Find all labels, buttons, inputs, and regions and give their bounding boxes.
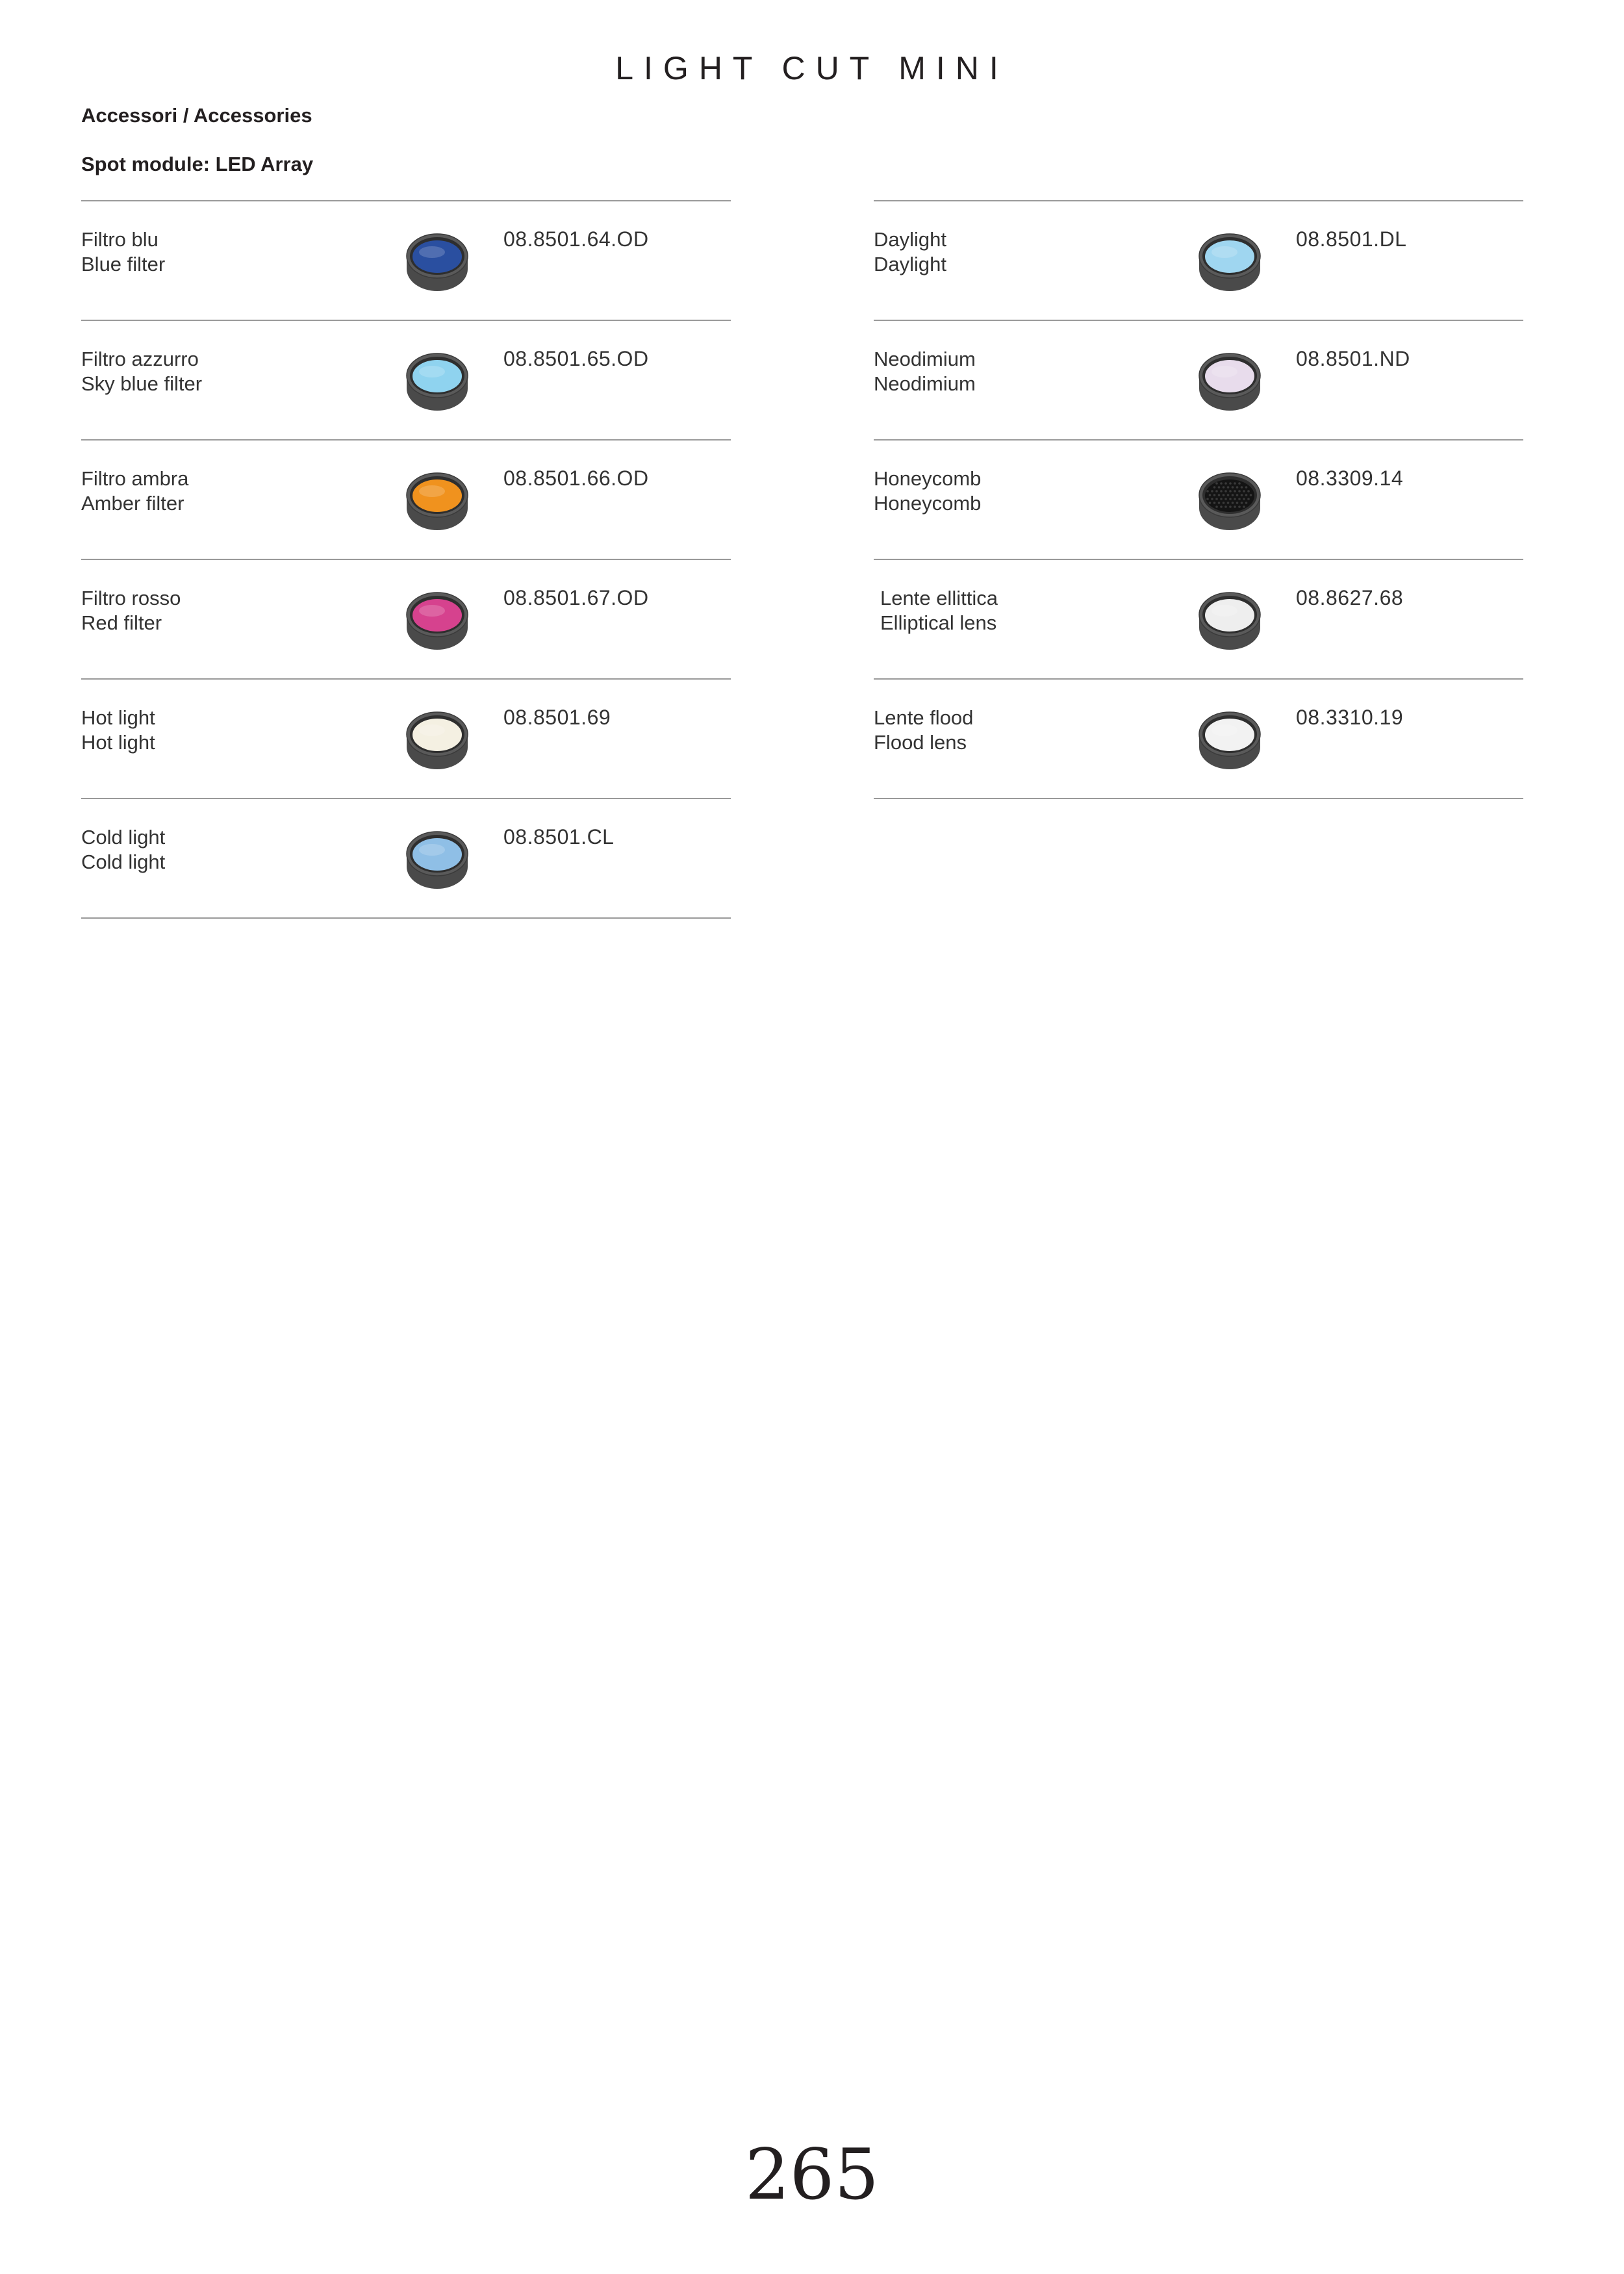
accessory-names	[81, 706, 155, 755]
accessory-name-en: Elliptical lens	[880, 611, 997, 634]
honeycomb-icon	[1197, 472, 1262, 531]
accessory-name-it: Honeycomb	[874, 467, 982, 490]
accessory-row	[81, 441, 731, 560]
accessory-names	[874, 347, 976, 396]
flood-lens-icon	[1197, 711, 1262, 771]
accessory-names	[81, 586, 181, 635]
page-number: 265	[744, 2134, 880, 2216]
accessory-name-it: Filtro ambra	[81, 467, 189, 490]
accessory-row	[81, 680, 731, 799]
accessory-name-it: Daylight	[874, 228, 946, 251]
accessory-code: 08.8501.CL	[503, 825, 615, 849]
hot-light-filter-icon	[405, 711, 470, 771]
accessory-row	[81, 321, 731, 441]
neodimium-filter-icon	[1197, 352, 1262, 412]
accessory-name-en: Daylight	[874, 253, 946, 275]
elliptical-lens-icon	[1197, 591, 1262, 651]
module-heading: Spot module: LED Array	[81, 153, 314, 175]
accessory-row	[81, 799, 731, 919]
accessory-name-it: Filtro rosso	[81, 587, 181, 609]
accessory-code: 08.8501.66.OD	[503, 466, 649, 490]
left-accessory-list	[81, 200, 731, 919]
amber-filter-icon	[405, 472, 470, 531]
accessory-names	[874, 227, 946, 277]
daylight-filter-icon	[1197, 233, 1262, 292]
accessory-code: 08.8501.ND	[1296, 347, 1410, 370]
accessory-name-en: Honeycomb	[874, 492, 982, 515]
accessory-code: 08.3309.14	[1296, 466, 1404, 490]
accessory-name-it: Neodimium	[874, 348, 976, 370]
accessory-name-en: Red filter	[81, 611, 162, 634]
accessory-name-it: Hot light	[81, 706, 155, 729]
accessory-name-it: Filtro azzurro	[81, 348, 199, 370]
accessory-row	[81, 201, 731, 321]
accessory-name-it: Lente ellittica	[880, 587, 998, 609]
red-filter-icon	[405, 591, 470, 651]
accessory-code: 08.8501.69	[503, 706, 611, 729]
accessory-name-en: Flood lens	[874, 731, 967, 754]
accessory-code: 08.8501.DL	[1296, 227, 1407, 251]
accessory-name-en: Neodimium	[874, 372, 976, 395]
accessory-row	[874, 201, 1523, 321]
accessory-row	[874, 441, 1523, 560]
accessory-row	[81, 560, 731, 680]
accessory-name-en: Sky blue filter	[81, 372, 203, 395]
accessories-heading: Accessori / Accessories	[81, 104, 312, 127]
accessory-row	[874, 321, 1523, 441]
accessory-names	[81, 347, 202, 396]
accessory-name-it: Lente flood	[874, 706, 974, 729]
accessory-name-en: Amber filter	[81, 492, 184, 515]
accessory-name-it: Filtro blu	[81, 228, 159, 251]
sky-blue-filter-icon	[405, 352, 470, 412]
accessory-row	[874, 680, 1523, 799]
accessory-code: 08.8501.67.OD	[503, 586, 649, 609]
accessory-names	[874, 466, 981, 516]
accessory-names	[81, 466, 188, 516]
accessory-code: 08.3310.19	[1296, 706, 1404, 729]
accessory-row	[874, 560, 1523, 680]
accessory-name-en: Hot light	[81, 731, 155, 754]
accessory-names	[874, 706, 973, 755]
accessory-code: 08.8501.64.OD	[503, 227, 649, 251]
right-accessory-list	[874, 200, 1523, 799]
cold-light-filter-icon	[405, 830, 470, 890]
accessory-code: 08.8501.65.OD	[503, 347, 649, 370]
page-title: LIGHT CUT MINI	[615, 50, 1009, 86]
accessory-names	[880, 586, 998, 635]
accessory-names	[81, 227, 165, 277]
accessory-name-it: Cold light	[81, 826, 166, 849]
accessory-name-en: Cold light	[81, 850, 166, 873]
accessory-code: 08.8627.68	[1296, 586, 1404, 609]
blue-filter-icon	[405, 233, 470, 292]
accessory-name-en: Blue filter	[81, 253, 166, 275]
accessory-names	[81, 825, 165, 875]
